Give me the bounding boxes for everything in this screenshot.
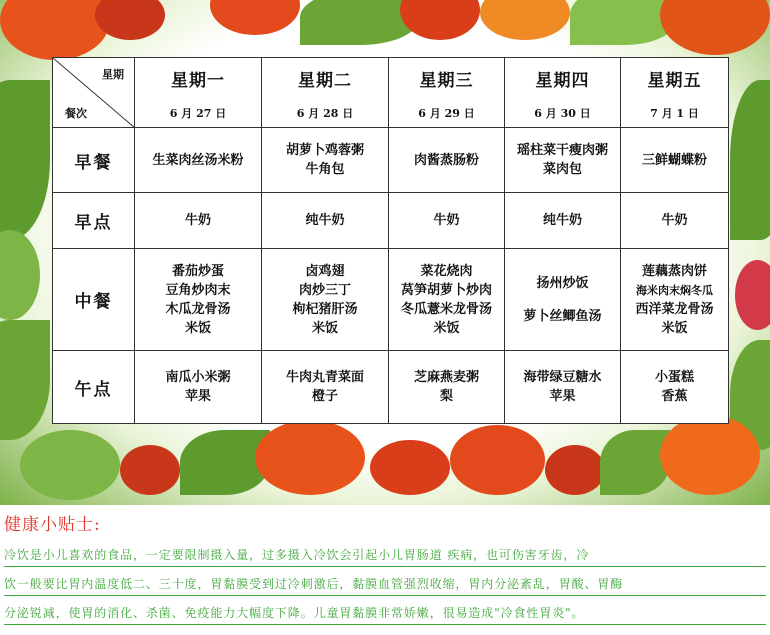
leaf-decoration <box>600 430 670 495</box>
meal-label <box>53 128 135 193</box>
menu-cell <box>505 351 621 424</box>
menu-item: 莲藕蒸肉饼 <box>641 263 707 279</box>
menu-cell <box>389 249 505 351</box>
header-row <box>53 58 729 128</box>
menu-cell <box>262 128 389 193</box>
radish-decoration <box>735 260 770 330</box>
menu-item: 苹果 <box>184 389 211 404</box>
menu-item: 海米肉末焖冬瓜 <box>636 283 713 297</box>
health-tips-title: 健康小贴士: <box>4 515 101 535</box>
menu-item: 生菜肉丝汤米粉 <box>152 152 244 168</box>
tomato-decoration <box>545 445 605 495</box>
menu-item: 牛奶 <box>433 213 460 228</box>
menu-item: 米饭 <box>661 320 688 336</box>
day-name: 星期四 <box>535 71 590 91</box>
day-date: 6 月 28 日 <box>296 107 354 120</box>
meal-label <box>53 193 135 249</box>
menu-cell <box>135 193 262 249</box>
day-header-fri <box>621 58 729 128</box>
meal-label <box>53 351 135 424</box>
pepper-decoration <box>255 420 365 495</box>
menu-item: 胡萝卜鸡蓉粥 <box>285 143 364 158</box>
pepper-decoration <box>660 0 770 55</box>
corner-meal-label: 餐次 <box>65 107 87 120</box>
menu-item: 莴笋胡萝卜炒肉 <box>400 282 492 298</box>
menu-item: 米饭 <box>184 320 211 336</box>
menu-item: 菜肉包 <box>542 162 582 177</box>
corner-weekday-label: 星期 <box>102 68 124 81</box>
day-date: 6 月 30 日 <box>534 107 591 120</box>
menu-item: 橙子 <box>311 389 338 404</box>
menu-item: 纯牛奶 <box>305 213 345 228</box>
menu-item: 梨 <box>439 389 453 404</box>
menu-cell <box>389 351 505 424</box>
menu-item: 南瓜小米粥 <box>165 370 231 385</box>
menu-cell <box>621 249 729 351</box>
menu-item: 卤鸡翅 <box>305 263 345 279</box>
corner-header-cell <box>53 58 135 128</box>
cabbage-decoration <box>0 230 40 320</box>
leaf-decoration <box>730 80 770 240</box>
menu-item: 菜花烧肉 <box>420 263 473 279</box>
day-header-mon <box>135 58 262 128</box>
menu-cell <box>505 193 621 249</box>
menu-cell <box>621 351 729 424</box>
meal-name: 早餐 <box>74 152 113 173</box>
pepper-decoration <box>210 0 300 35</box>
pepper-decoration <box>660 415 760 495</box>
menu-cell <box>505 128 621 193</box>
cabbage-decoration <box>20 430 120 500</box>
menu-cell <box>389 193 505 249</box>
menu-cell <box>135 351 262 424</box>
tomato-decoration <box>120 445 180 495</box>
pepper-decoration <box>0 0 110 60</box>
day-date: 6 月 27 日 <box>169 107 227 120</box>
menu-item: 牛肉丸青菜面 <box>285 370 364 385</box>
menu-cell <box>505 249 621 351</box>
menu-cell <box>389 128 505 193</box>
menu-cell <box>262 249 389 351</box>
menu-item: 牛角包 <box>305 162 345 177</box>
pepper-decoration <box>450 425 545 495</box>
menu-cell <box>621 128 729 193</box>
menu-item: 扬州炒饭 <box>536 275 589 291</box>
menu-cell <box>135 249 262 351</box>
tomato-decoration <box>370 440 450 495</box>
menu-item: 牛奶 <box>184 213 211 228</box>
day-name: 星期五 <box>647 71 702 91</box>
day-header-tue <box>262 58 389 128</box>
menu-item: 纯牛奶 <box>542 213 582 228</box>
menu-item: 肉酱蒸肠粉 <box>413 152 479 168</box>
menu-item: 木瓜龙骨汤 <box>165 301 231 317</box>
menu-cell <box>262 193 389 249</box>
health-tips-line: 饮一般要比胃内温度低二、三十度，胃黏膜受到过冷刺激后，黏膜血管强烈收缩，胃内分泌紊乱，胃酸、胃酶 <box>4 573 766 596</box>
meal-name: 中餐 <box>74 292 113 312</box>
menu-item: 冬瓜薏米龙骨汤 <box>400 301 492 317</box>
menu-item: 苹果 <box>549 389 576 404</box>
meal-name: 早点 <box>74 213 113 233</box>
weekly-menu-table <box>52 57 729 424</box>
day-header-thu <box>505 58 621 128</box>
menu-item: 肉炒三丁 <box>298 282 351 298</box>
menu-item: 西洋菜龙骨汤 <box>635 301 714 317</box>
breakfast-row <box>53 128 729 193</box>
menu-item: 米饭 <box>433 320 460 336</box>
lunch-row <box>53 249 729 351</box>
day-name: 星期三 <box>419 71 474 91</box>
menu-cell <box>621 193 729 249</box>
afternoon-snack-row <box>53 351 729 424</box>
day-header-wed <box>389 58 505 128</box>
menu-item: 海带绿豆糖水 <box>523 370 602 385</box>
menu-item: 小蛋糕 <box>654 370 694 385</box>
pepper-decoration <box>480 0 570 40</box>
menu-item: 芝麻燕麦粥 <box>413 370 479 385</box>
menu-item: 番茄炒蛋 <box>171 263 224 279</box>
health-tips-line: 分泌锐减，使胃的消化、杀菌、免疫能力大幅度下降。儿童胃黏膜非常娇嫩，很易造成"冷食性胃炎"。 <box>4 602 766 625</box>
menu-item: 豆角炒肉末 <box>165 282 231 298</box>
menu-cell <box>135 128 262 193</box>
menu-item: 香蕉 <box>661 389 688 404</box>
meal-label <box>53 249 135 351</box>
menu-item: 枸杞猪肝汤 <box>292 301 358 317</box>
menu-item: 萝卜丝鲫鱼汤 <box>523 308 602 324</box>
meal-name: 午点 <box>74 379 113 400</box>
leaf-decoration <box>0 320 50 440</box>
morning-snack-row <box>53 193 729 249</box>
menu-item: 瑶柱菜干瘦肉粥 <box>516 143 608 158</box>
menu-item: 牛奶 <box>661 213 688 228</box>
day-name: 星期一 <box>171 71 225 91</box>
menu-item: 三鲜蝴蝶粉 <box>641 152 707 168</box>
menu-item: 米饭 <box>311 320 338 336</box>
menu-cell <box>262 351 389 424</box>
day-date: 7 月 1 日 <box>650 107 699 120</box>
day-date: 6 月 29 日 <box>418 107 475 120</box>
day-name: 星期二 <box>298 71 352 91</box>
tomato-decoration <box>400 0 480 40</box>
leaf-decoration <box>0 80 50 240</box>
health-tips-line: 冷饮是小儿喜欢的食品，一定要限制摄入量，过多摄入冷饮会引起小儿胃肠道 疾病，也可伤害牙齿，冷 <box>4 544 766 567</box>
